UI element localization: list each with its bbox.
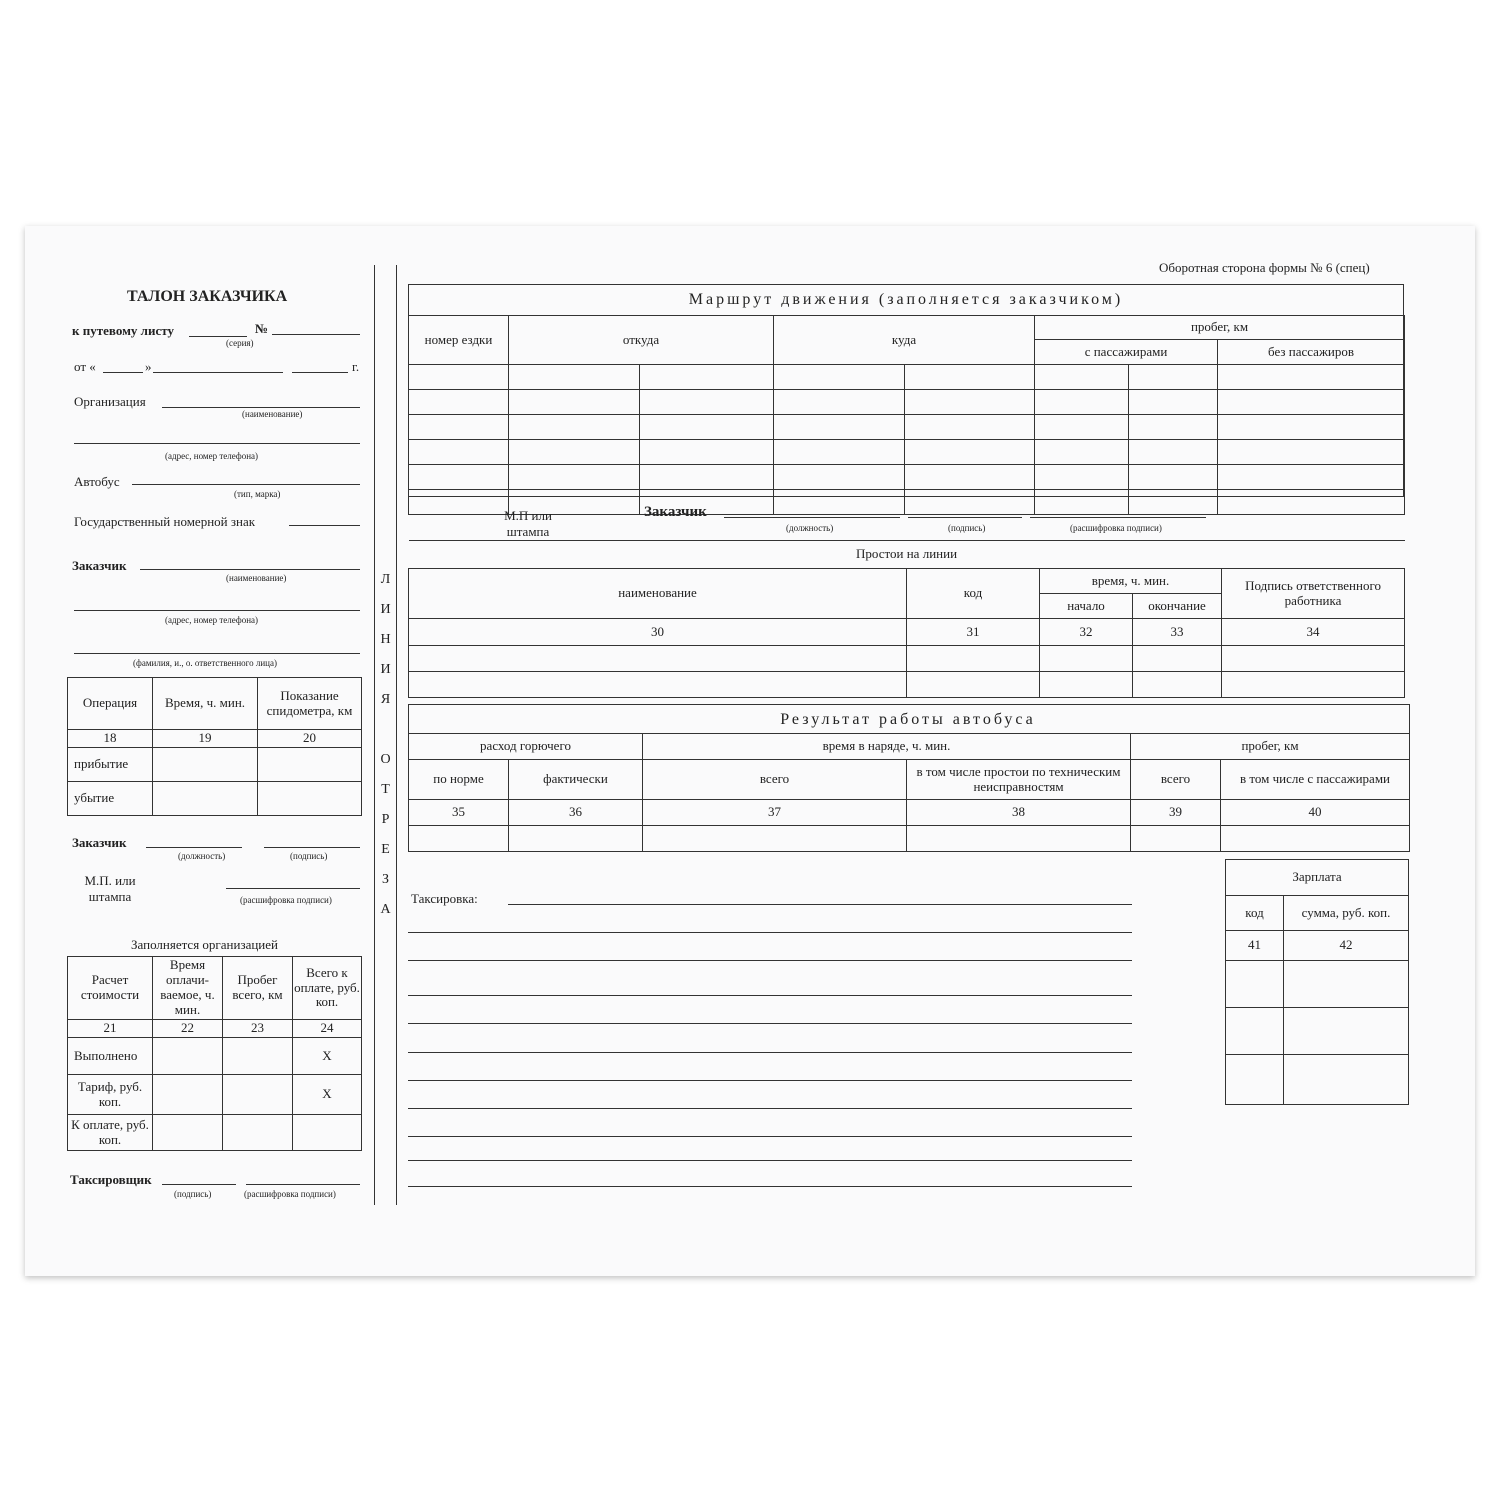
cost-cell[interactable] — [153, 1075, 223, 1115]
downtime-col-signature: Подпись ответственного работника — [1222, 569, 1405, 619]
plate-label: Государственный номерной знак — [74, 514, 256, 529]
route-signature-caption: (подпись) — [948, 523, 986, 533]
downtime-cell[interactable] — [1133, 646, 1222, 672]
route-cell[interactable] — [509, 365, 640, 390]
route-cell[interactable] — [640, 415, 774, 440]
cut-letter: Е — [381, 842, 390, 857]
result-cell[interactable] — [907, 826, 1131, 852]
ops-col-number: 20 — [258, 730, 362, 748]
cost-row-payable: К оплате, руб. коп. — [68, 1115, 153, 1151]
organization-address-line[interactable] — [74, 443, 360, 444]
waybill-number-line[interactable] — [272, 334, 360, 335]
downtime-col-code: код — [907, 569, 1040, 619]
route-cell[interactable] — [1035, 365, 1129, 390]
downtime-col-number: 30 — [409, 619, 907, 646]
route-col-to: куда — [774, 316, 1035, 365]
cost-cell-x: X — [293, 1075, 362, 1115]
result-col-fuel-actual: фактически — [509, 760, 643, 800]
ops-cell[interactable] — [153, 782, 258, 816]
route-cell[interactable] — [1129, 465, 1218, 490]
downtime-col-time: время, ч. мин. — [1040, 569, 1222, 594]
cut-letter: Н — [380, 632, 391, 647]
downtime-cell[interactable] — [1040, 646, 1133, 672]
cut-letter: О — [380, 752, 391, 767]
route-cell[interactable] — [774, 490, 905, 515]
salary-col-code: код — [1226, 896, 1284, 931]
taxing-line[interactable] — [408, 932, 1132, 933]
route-col-with-pass: с пассажирами — [1035, 340, 1218, 365]
salary-cell[interactable] — [1284, 1008, 1409, 1055]
result-col-time: время в наряде, ч. мин. — [643, 734, 1131, 760]
customer-address-line[interactable] — [74, 610, 360, 611]
cost-cell[interactable] — [223, 1075, 293, 1115]
result-col-number: 38 — [907, 800, 1131, 826]
plate-line[interactable] — [289, 525, 360, 526]
responsible-caption: (фамилия, и., о. ответственного лица) — [133, 658, 277, 668]
result-col-number: 36 — [509, 800, 643, 826]
salary-table — [1225, 859, 1409, 1105]
route-cell[interactable] — [409, 440, 509, 465]
route-customer-label: Заказчик — [644, 504, 707, 520]
downtime-col-number: 33 — [1133, 619, 1222, 646]
downtime-cell[interactable] — [1222, 672, 1405, 698]
result-col-number: 35 — [409, 800, 509, 826]
result-cell[interactable] — [643, 826, 907, 852]
route-cell[interactable] — [1035, 490, 1129, 515]
result-col-fuel: расход горючего — [409, 734, 643, 760]
route-cell[interactable] — [905, 465, 1035, 490]
downtime-cell[interactable] — [907, 646, 1040, 672]
cost-col-number: 24 — [293, 1020, 362, 1038]
route-cell[interactable] — [1129, 440, 1218, 465]
result-col-fuel-norm: по норме — [409, 760, 509, 800]
date-year-line[interactable] — [292, 372, 348, 373]
salary-cell[interactable] — [1284, 1055, 1409, 1105]
taxing-label: Таксировка: — [411, 891, 478, 906]
taxing-line[interactable] — [408, 960, 1132, 961]
downtime-col-number: 31 — [907, 619, 1040, 646]
taxing-line[interactable] — [408, 995, 1132, 996]
cut-letter: Т — [381, 782, 390, 797]
organization-caption: (наименование) — [242, 409, 303, 419]
route-cell[interactable] — [509, 415, 640, 440]
downtime-table — [408, 540, 1405, 698]
route-col-trip: номер ездки — [409, 316, 509, 365]
taxing-line[interactable] — [408, 1186, 1132, 1187]
ops-header-operation: Операция — [68, 678, 153, 730]
taxing-line[interactable] — [408, 1108, 1132, 1109]
cost-cell[interactable] — [223, 1038, 293, 1075]
cut-letter — [375, 722, 396, 752]
route-col-without-pass: без пассажиров — [1218, 340, 1405, 365]
result-cell[interactable] — [409, 826, 509, 852]
date-quote-close: » — [145, 359, 152, 374]
downtime-col-name: наименование — [409, 569, 907, 619]
cost-cell[interactable] — [153, 1115, 223, 1151]
downtime-cell[interactable] — [1040, 672, 1133, 698]
taxing-line[interactable] — [408, 1136, 1132, 1137]
cost-col-number: 22 — [153, 1020, 223, 1038]
downtime-col-start: начало — [1040, 594, 1133, 619]
form-caption: Оборотная сторона формы № 6 (спец) — [1159, 260, 1370, 275]
taxer-label: Таксировщик — [70, 1172, 152, 1187]
bus-label: Автобус — [74, 474, 120, 489]
route-cell[interactable] — [1129, 490, 1218, 515]
route-cell[interactable] — [409, 465, 509, 490]
salary-cell[interactable] — [1226, 961, 1284, 1008]
cost-header: Пробег всего, км — [223, 957, 293, 1020]
route-stamp-label: М.П или штампа — [504, 508, 552, 539]
taxing-line[interactable] — [408, 1023, 1132, 1024]
cost-cell[interactable] — [223, 1115, 293, 1151]
taxing-line[interactable] — [508, 904, 1132, 905]
route-cell[interactable] — [1218, 390, 1405, 415]
customer-label: Заказчик — [72, 558, 127, 573]
downtime-col-end: окончание — [1133, 594, 1222, 619]
organization-label: Организация — [74, 394, 146, 409]
series-caption: (серия) — [226, 338, 254, 348]
date-month-line[interactable] — [153, 372, 283, 373]
route-position-line[interactable] — [724, 517, 900, 518]
waybill-label: к путевому листу — [72, 323, 174, 338]
route-table — [408, 315, 1405, 515]
taxing-line[interactable] — [408, 1052, 1132, 1053]
route-cell[interactable] — [774, 390, 905, 415]
customer2-signature-line[interactable] — [264, 847, 360, 848]
route-cell[interactable] — [409, 415, 509, 440]
result-table — [408, 733, 1410, 852]
route-cell[interactable] — [640, 390, 774, 415]
cost-cell[interactable] — [153, 1038, 223, 1075]
route-cell[interactable] — [1129, 415, 1218, 440]
date-from-label: от « — [74, 359, 96, 374]
route-col-mileage: пробег, км — [1035, 316, 1405, 340]
route-cell[interactable] — [1218, 365, 1405, 390]
route-signature-line[interactable] — [908, 517, 1022, 518]
route-cell[interactable] — [1035, 415, 1129, 440]
downtime-cell[interactable] — [409, 646, 907, 672]
route-cell[interactable] — [409, 365, 509, 390]
responsible-line[interactable] — [74, 653, 360, 654]
route-cell[interactable] — [1035, 440, 1129, 465]
route-cell[interactable] — [774, 415, 905, 440]
result-col-mileage-total: всего — [1131, 760, 1221, 800]
route-cell[interactable] — [905, 365, 1035, 390]
cost-cell-x: X — [293, 1038, 362, 1075]
org-address-caption: (адрес, номер телефона) — [165, 451, 259, 461]
result-col-time-total: всего — [643, 760, 907, 800]
cut-letter: И — [380, 602, 391, 617]
downtime-cell[interactable] — [409, 672, 907, 698]
stamp-label: М.П. или штампа — [84, 873, 136, 905]
route-cell[interactable] — [1218, 440, 1405, 465]
customer-address-caption: (адрес, номер телефона) — [165, 615, 259, 625]
result-col-mileage-pass: в том числе с пассажирами — [1221, 760, 1410, 800]
cost-table — [67, 956, 362, 1151]
downtime-col-number: 34 — [1222, 619, 1405, 646]
cost-row-done: Выполнено — [68, 1038, 153, 1075]
cost-cell[interactable] — [293, 1115, 362, 1151]
cost-row-tariff: Тариф, руб. коп. — [68, 1075, 153, 1115]
salary-cell[interactable] — [1226, 1055, 1284, 1105]
route-cell[interactable] — [774, 440, 905, 465]
route-cell[interactable] — [509, 390, 640, 415]
signature-caption: (подпись) — [290, 851, 328, 861]
cut-letter: Л — [380, 572, 391, 587]
cut-line-label — [375, 572, 396, 932]
decoding-line[interactable] — [226, 888, 360, 889]
cut-letter: А — [380, 902, 391, 917]
route-cell[interactable] — [905, 390, 1035, 415]
route-cell[interactable] — [509, 440, 640, 465]
cut-line-right — [396, 265, 397, 1205]
route-cell[interactable] — [1218, 465, 1405, 490]
ops-header-speedometer: Показание спидометра, км — [258, 678, 362, 730]
operations-table — [67, 677, 362, 816]
result-cell[interactable] — [509, 826, 643, 852]
taxer-signature-line[interactable] — [162, 1184, 236, 1185]
taxing-line[interactable] — [408, 1160, 1132, 1161]
taxing-line[interactable] — [408, 1080, 1132, 1081]
salary-col-sum: сумма, руб. коп. — [1284, 896, 1409, 931]
customer-name-caption: (наименование) — [226, 573, 287, 583]
result-title: Результат работы автобуса — [780, 711, 1036, 728]
result-col-number: 37 — [643, 800, 907, 826]
org-fill-title: Заполняется организацией — [131, 937, 278, 952]
route-cell[interactable] — [1035, 390, 1129, 415]
route-cell[interactable] — [640, 365, 774, 390]
cost-header: Всего к оплате, руб. коп. — [293, 957, 362, 1020]
result-cell[interactable] — [1221, 826, 1410, 852]
route-position-caption: (должность) — [786, 523, 834, 533]
number-label: № — [255, 321, 269, 336]
ops-col-number: 19 — [153, 730, 258, 748]
ops-row-departure: убытие — [68, 782, 153, 816]
stub-title: ТАЛОН ЗАКАЗЧИКА — [127, 288, 288, 305]
route-cell[interactable] — [774, 365, 905, 390]
cost-col-number: 21 — [68, 1020, 153, 1038]
result-col-number: 39 — [1131, 800, 1221, 826]
ops-cell[interactable] — [153, 748, 258, 782]
bus-line[interactable] — [132, 484, 360, 485]
salary-title: Зарплата — [1226, 860, 1409, 896]
organization-line[interactable] — [162, 407, 360, 408]
downtime-cell[interactable] — [1133, 672, 1222, 698]
taxer-decoding-caption: (расшифровка подписи) — [244, 1189, 336, 1199]
taxer-decoding-line[interactable] — [246, 1184, 360, 1185]
customer-line[interactable] — [140, 569, 360, 570]
route-decoding-line[interactable] — [1030, 517, 1206, 518]
bus-caption: (тип, марка) — [234, 489, 281, 499]
route-cell[interactable] — [509, 465, 640, 490]
ops-header-time: Время, ч. мин. — [153, 678, 258, 730]
route-cell[interactable] — [1035, 465, 1129, 490]
waybill-series-line[interactable] — [189, 336, 247, 337]
route-col-from: откуда — [509, 316, 774, 365]
route-cell[interactable] — [640, 440, 774, 465]
result-col-number: 40 — [1221, 800, 1410, 826]
taxer-sig-caption: (подпись) — [174, 1189, 212, 1199]
route-cell[interactable] — [1218, 415, 1405, 440]
cost-header: Расчет стоимости — [68, 957, 153, 1020]
route-title: Маршрут движения (заполняется заказчиком) — [688, 291, 1124, 308]
route-cell[interactable] — [774, 465, 905, 490]
result-col-mileage: пробег, км — [1131, 734, 1410, 760]
downtime-title: Простои на линии — [409, 541, 1405, 569]
cost-col-number: 23 — [223, 1020, 293, 1038]
route-cell[interactable] — [1218, 490, 1405, 515]
route-decoding-caption: (расшифровка подписи) — [1070, 523, 1162, 533]
ops-col-number: 18 — [68, 730, 153, 748]
ops-cell[interactable] — [258, 782, 362, 816]
salary-col-number: 42 — [1284, 931, 1409, 961]
route-cell[interactable] — [905, 415, 1035, 440]
route-cell[interactable] — [640, 465, 774, 490]
result-col-time-downtime: в том числе простои по техническим неисправностям — [907, 760, 1131, 800]
cut-letter: З — [381, 872, 389, 887]
ops-row-arrival: прибытие — [68, 748, 153, 782]
route-cell[interactable] — [1129, 390, 1218, 415]
downtime-cell[interactable] — [1222, 646, 1405, 672]
customer2-position-line[interactable] — [146, 847, 242, 848]
salary-cell[interactable] — [1284, 961, 1409, 1008]
year-label: г. — [352, 359, 360, 374]
route-cell[interactable] — [905, 490, 1035, 515]
salary-cell[interactable] — [1226, 1008, 1284, 1055]
ops-cell[interactable] — [258, 748, 362, 782]
downtime-col-number: 32 — [1040, 619, 1133, 646]
position-caption: (должность) — [178, 851, 226, 861]
cost-header: Время оплачи-ваемое, ч. мин. — [153, 957, 223, 1020]
cut-letter: Р — [381, 812, 390, 827]
result-cell[interactable] — [1131, 826, 1221, 852]
decoding-caption: (расшифровка подписи) — [240, 895, 332, 905]
date-day-line[interactable] — [103, 372, 143, 373]
route-cell[interactable] — [1129, 365, 1218, 390]
salary-col-number: 41 — [1226, 931, 1284, 961]
route-cell[interactable] — [905, 440, 1035, 465]
downtime-cell[interactable] — [907, 672, 1040, 698]
customer2-label: Заказчик — [72, 835, 127, 850]
cut-letter: И — [380, 662, 391, 677]
route-cell[interactable] — [409, 390, 509, 415]
cut-letter: Я — [380, 692, 391, 707]
